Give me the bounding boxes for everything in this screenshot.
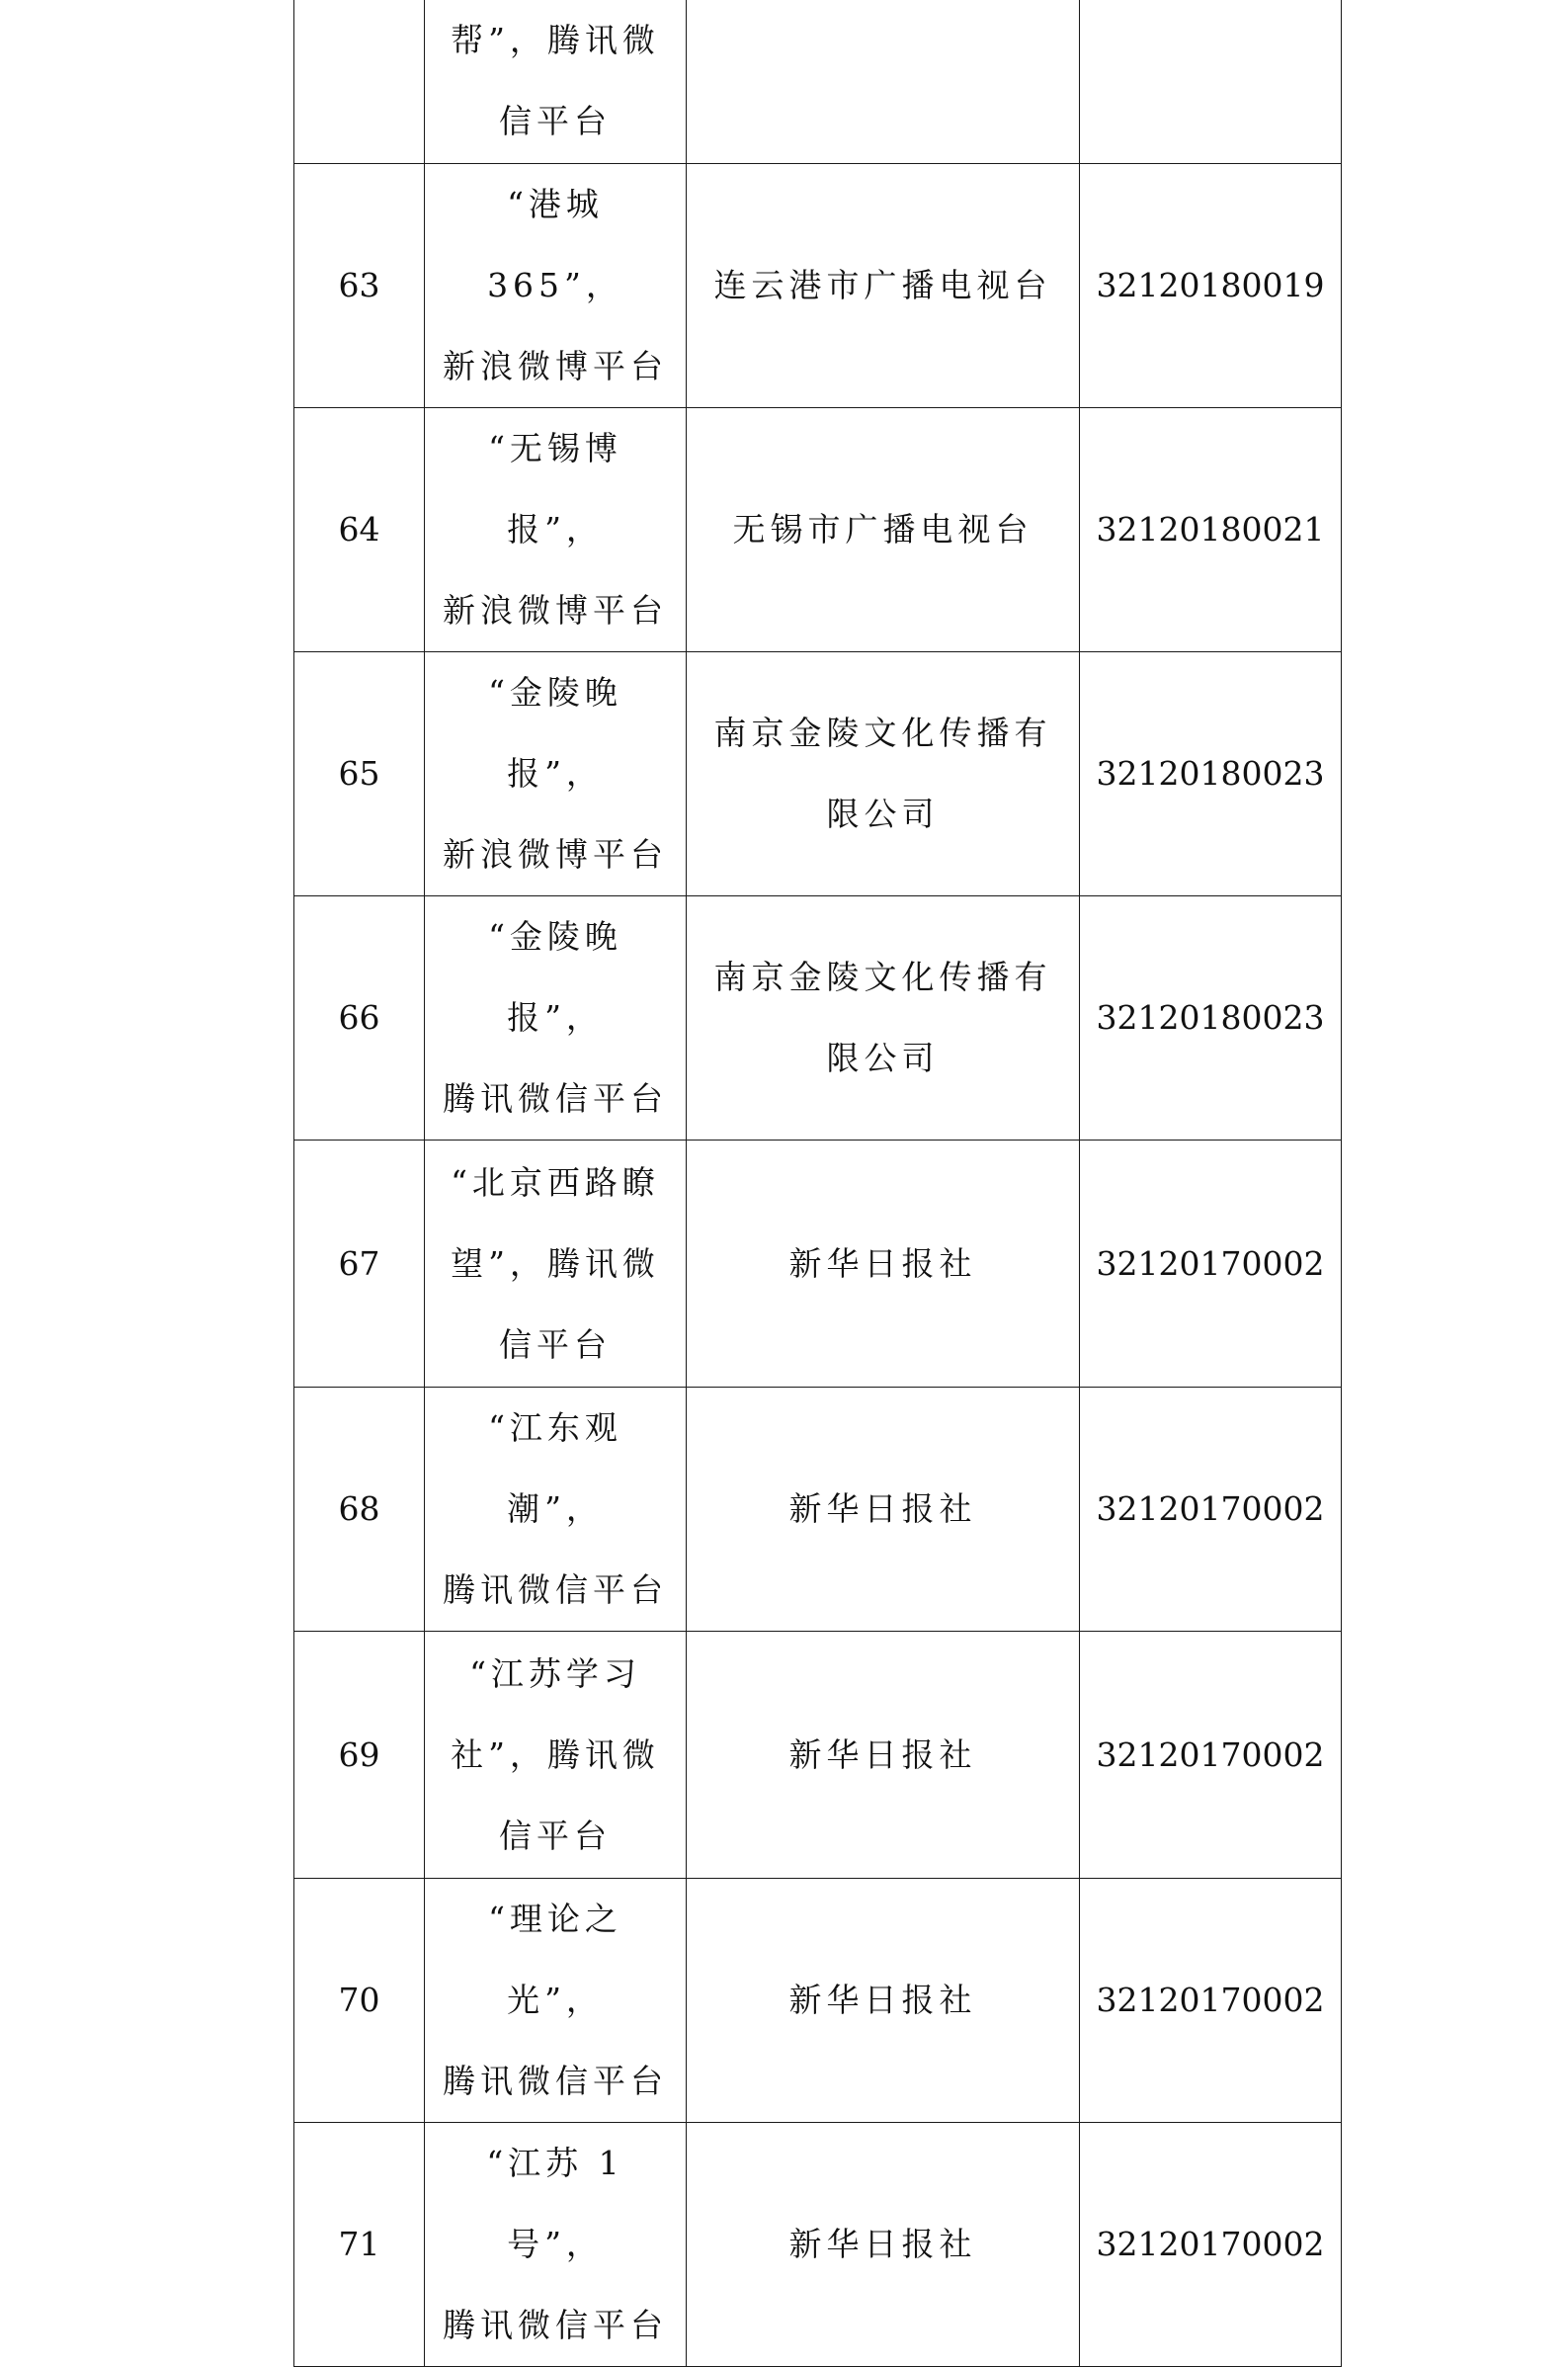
organization-cell: 新华日报社 [687, 1632, 1080, 1879]
account-cell: “江苏学习 社”，腾讯微 信平台 [425, 1632, 687, 1879]
organization-cell: 南京金陵文化传播有 限公司 [687, 652, 1080, 896]
table-row [294, 2123, 1342, 2367]
table-row [294, 1388, 1342, 1632]
organization-cell: 无锡市广播电视台 [687, 408, 1080, 652]
organization-cell [687, 0, 1080, 164]
table-row [294, 1632, 1342, 1879]
index-cell: 68 [294, 1388, 425, 1632]
table-row [294, 652, 1342, 896]
index-cell: 64 [294, 408, 425, 652]
table-row [294, 408, 1342, 652]
index-cell: 67 [294, 1141, 425, 1388]
index-cell [294, 0, 425, 164]
index-cell: 65 [294, 652, 425, 896]
table-row [294, 0, 1342, 164]
license-cell: 32120170002 [1080, 1632, 1342, 1879]
index-cell: 70 [294, 1879, 425, 2123]
organization-cell: 新华日报社 [687, 1388, 1080, 1632]
account-cell: “金陵晚报”， 腾讯微信平台 [425, 896, 687, 1141]
account-cell: “北京西路瞭 望”，腾讯微 信平台 [425, 1141, 687, 1388]
index-cell: 71 [294, 2123, 425, 2367]
table-row [294, 896, 1342, 1141]
license-cell: 32120180021 [1080, 408, 1342, 652]
organization-cell: 连云港市广播电视台 [687, 164, 1080, 408]
index-cell: 66 [294, 896, 425, 1141]
license-cell: 32120180019 [1080, 164, 1342, 408]
account-cell: “江苏 1 号”， 腾讯微信平台 [425, 2123, 687, 2367]
organization-cell: 新华日报社 [687, 2123, 1080, 2367]
account-cell: “理论之光”， 腾讯微信平台 [425, 1879, 687, 2123]
account-cell: “金陵晚报”， 新浪微博平台 [425, 652, 687, 896]
account-cell: “江东观潮”， 腾讯微信平台 [425, 1388, 687, 1632]
table-row [294, 1141, 1342, 1388]
account-cell: “无锡博报”， 新浪微博平台 [425, 408, 687, 652]
index-cell: 63 [294, 164, 425, 408]
license-cell: 32120180023 [1080, 896, 1342, 1141]
organization-cell: 新华日报社 [687, 1141, 1080, 1388]
index-cell: 69 [294, 1632, 425, 1879]
license-cell: 32120170002 [1080, 1141, 1342, 1388]
organization-cell: 南京金陵文化传播有 限公司 [687, 896, 1080, 1141]
license-cell [1080, 0, 1342, 164]
license-cell: 32120170002 [1080, 1879, 1342, 2123]
license-cell: 32120180023 [1080, 652, 1342, 896]
account-cell: 帮”，腾讯微 信平台 [425, 0, 687, 164]
registry-table [293, 0, 1342, 2367]
table-row [294, 164, 1342, 408]
license-cell: 32120170002 [1080, 1388, 1342, 1632]
organization-cell: 新华日报社 [687, 1879, 1080, 2123]
table-row [294, 1879, 1342, 2123]
account-cell: “港城 365”， 新浪微博平台 [425, 164, 687, 408]
license-cell: 32120170002 [1080, 2123, 1342, 2367]
